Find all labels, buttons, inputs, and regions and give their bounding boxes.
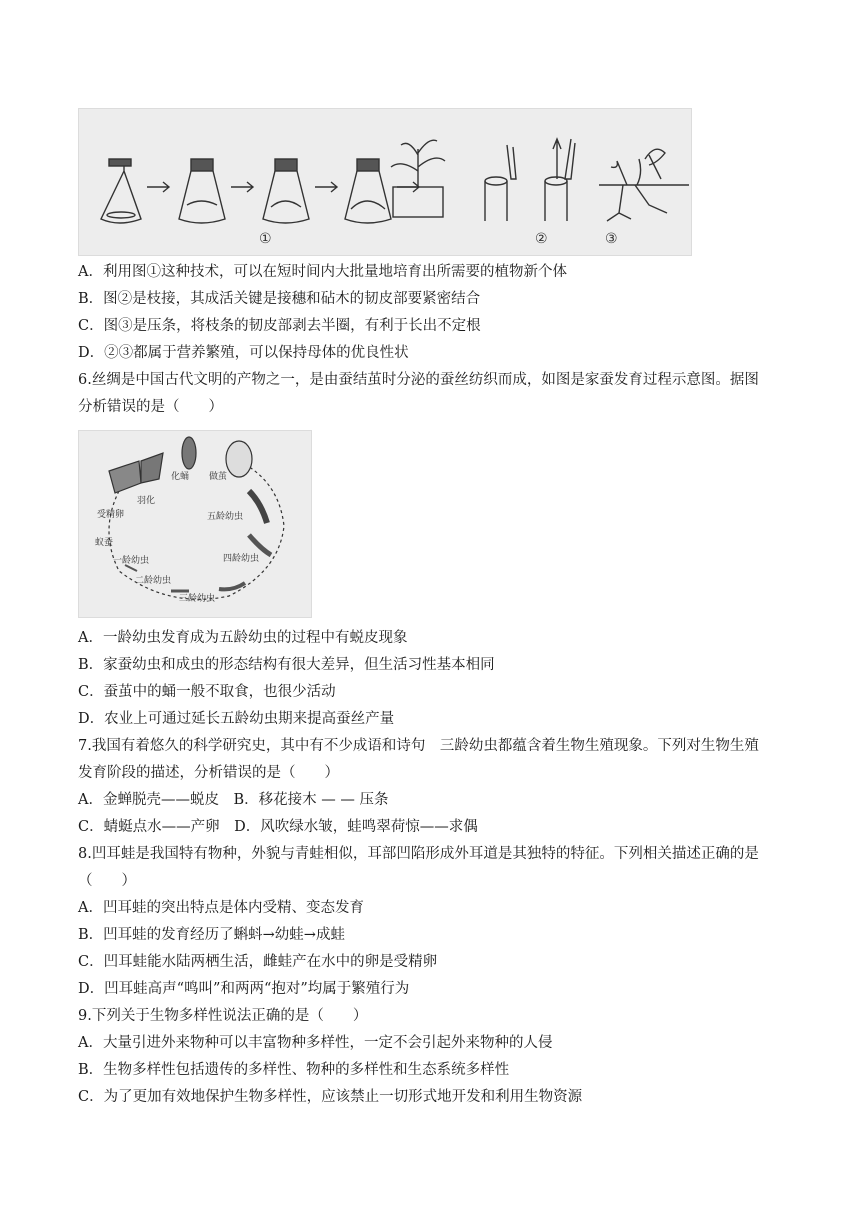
q9-option-a: A．大量引进外来物种可以丰富物种多样性，一定不会引起外来物种的人侵 (78, 1035, 553, 1051)
silkworm-label-yican: 蚁蚕 (95, 538, 114, 548)
fig1-label-3: ③ (605, 231, 618, 247)
q8-option-c: C．凹耳蛙能水陆两栖生活，雌蛙产在水中的卵是受精卵 (78, 954, 438, 970)
q7-options-line2: C．蜻蜓点水——产卵 D．风吹绿水皱，蛙鸣翠荷惊——求偶 (78, 819, 478, 835)
q6-option-c: C．蚕茧中的蛹一般不取食，也很少活动 (78, 684, 336, 700)
silkworm-label-huayong: 化蛹 (171, 472, 190, 482)
q5-option-c: C．图③是压条，将枝条的韧皮部剥去半圈，有利于长出不定根 (78, 318, 481, 334)
q9-option-c: C．为了更加有效地保护生物多样性，应该禁止一切形式地开发和利用生物资源 (78, 1089, 583, 1105)
q6-option-a: A．一龄幼虫发育成为五龄幼虫的过程中有蜕皮现象 (78, 630, 408, 646)
silkworm-cycle-drawing (79, 431, 311, 617)
q5-option-b: B．图②是枝接，其成活关键是接穗和砧木的韧皮部要紧密结合 (78, 291, 481, 307)
plant-propagation-figure (78, 108, 692, 256)
q5-option-d: D．②③都属于营养繁殖，可以保持母体的优良性状 (78, 345, 409, 361)
q6-option-d: D．农业上可通过延长五龄幼虫期来提高蚕丝产量 (78, 711, 395, 727)
fig1-label-2: ② (535, 231, 548, 247)
silkworm-cycle-figure (78, 430, 312, 618)
q8-option-b: B．凹耳蛙的发育经历了蝌蚪→幼蛙→成蛙 (78, 927, 345, 943)
plant-propagation-drawing (79, 109, 691, 255)
q7-options-line1: A．金蝉脱壳——蜕皮 B．移花接木 — — 压条 (78, 792, 389, 808)
q9-option-b: B．生物多样性包括遗传的多样性、物种的多样性和生态系统多样性 (78, 1062, 510, 1078)
q8-stem-line1: 8.凹耳蛙是我国特有物种，外貌与青蛙相似，耳部凹陷形成外耳道是其独特的特征。下列相关描述正确的是 (78, 846, 759, 862)
q6-option-b: B．家蚕幼虫和成虫的形态结构有很大差异，但生活习性基本相同 (78, 657, 495, 673)
fig1-label-1: ① (259, 231, 272, 247)
silkworm-label-wuling: 五龄幼虫 (207, 512, 244, 522)
silkworm-label-siling: 四龄幼虫 (223, 554, 260, 564)
q6-stem-line1: 6.丝绸是中国古代文明的产物之一，是由蚕结茧时分泌的蚕丝纺织而成，如图是家蚕发育过程示意图。据图 (78, 372, 759, 388)
q8-option-a: A．凹耳蛙的突出特点是体内受精、变态发育 (78, 900, 364, 916)
silkworm-label-zuojian: 做茧 (209, 472, 228, 482)
q5-option-a: A．利用图①这种技术，可以在短时间内大批量地培育出所需要的植物新个体 (78, 264, 567, 280)
silkworm-label-yuhua: 羽化 (137, 496, 156, 506)
silkworm-label-yiling: 一龄幼虫 (113, 556, 150, 566)
silkworm-label-erling: 二龄幼虫 (135, 576, 172, 586)
silkworm-label-shoujingluan: 受精卵 (97, 510, 125, 520)
q9-stem: 9.下列关于生物多样性说法正确的是（ ） (78, 1008, 368, 1024)
q7-stem-line2: 发育阶段的描述，分析错误的是（ ） (78, 765, 339, 781)
q8-option-d: D．凹耳蛙高声“鸣叫”和两两“抱对”均属于繁殖行为 (78, 981, 410, 997)
q8-stem-line2: （ ） (78, 873, 136, 889)
silkworm-label-sanling: 三龄幼虫 (179, 594, 216, 604)
q7-stem-line1: 7.我国有着悠久的科学研究史，其中有不少成语和诗句 三龄幼虫都蕴含着生物生殖现象。下列对生物生殖 (78, 738, 759, 754)
q6-stem-line2: 分析错误的是（ ） (78, 399, 223, 415)
